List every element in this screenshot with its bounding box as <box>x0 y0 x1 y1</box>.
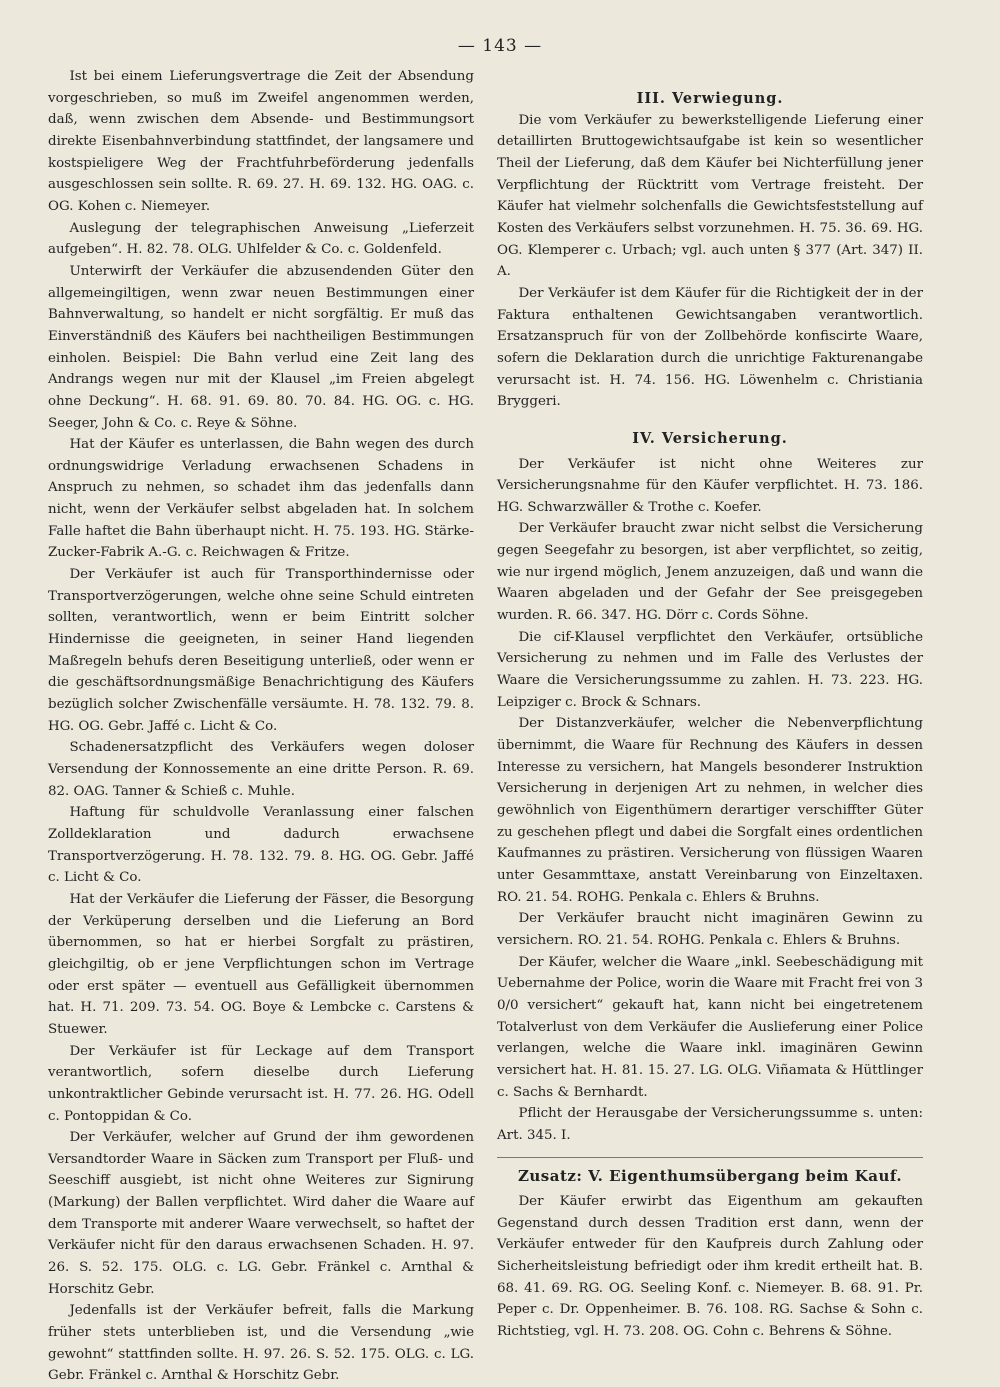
paragraph: Der Verkäufer ist dem Käufer für die Richtigkeit der in der Faktura enthaltenen Gewichtsangaben verantwortlich. Ersatzanspruch für von der Zollbehörde konfiscirte Waare, sofern die Deklaration durch die unrichtige Fakturenangabe verursacht ist. H. 74. 156. HG. Löwenhelm c. Christiania Bryggeri. <box>497 285 923 410</box>
paragraph: Pflicht der Herausgabe der Versicherungssumme s. unten: Art. 345. I. <box>497 1106 923 1143</box>
paragraph: Der Verkäufer ist für Leckage auf dem Transport verantwortlich, sofern dieselbe durch Lieferung unkontraktlicher Gebinde verursacht ist. H. 77. 26. HG. Odell c. Pontoppidan & Co. <box>48 1043 474 1124</box>
section-heading-zusatz: Zusatz: V. Eigenthumsübergang beim Kauf. <box>517 1166 903 1185</box>
paragraph: Der Distanzverkäufer, welcher die Nebenverpflichtung übernimmt, die Waare für Rechnung des Käufers in dessen Interesse zu versichern, hat Mangels besonderer Instruktion Versicherung in derjenigen Art zu nehmen, in welcher dies gewöhnlich von Eigenthümern derartiger verschiffter Güter zu geschehen pflegt und dabei die Sorgfalt eines ordentlichen Kaufmannes zu prästiren. Versicherung von flüssigen Waaren unter Gesammttaxe, anstatt Vereinbarung von Einzeltaxen. RO. 21. 54. ROHG. Penkala c. Ehlers & Bruhns. <box>497 716 923 905</box>
section-divider <box>497 1157 923 1158</box>
paragraph: Der Käufer erwirbt das Eigenthum am gekauften Gegenstand durch dessen Tradition erst dann, wenn der Verkäufer entweder für den Kaufpreis durch Zahlung oder Sicherheitsleistung befriedigt oder ihm kredit ertheilt hat. B. 68. 41. 69. RG. OG. Seeling Konf. c. Niemeyer. B. 68. 91. Pr. Peper c. Dr. Oppenheimer. B. 76. 108. RG. Sachse & Sohn c. Richtstieg, vgl. H. 73. 208. OG. Cohn c. Behrens & Söhne. <box>497 1194 923 1340</box>
paragraph: Der Verkäufer ist auch für Transporthindernisse oder Transportverzögerungen, welche ohne seine Schuld eintreten sollten, verantwortlich, wenn er beim Eintritt solcher Hindernisse die geeigneten, in seiner Hand liegenden Maßregeln behufs deren Beseitigung unterließ, oder wenn er die geschäftsordnungsmäßige Benachrichtigung des Käufers bezüglich solcher Zwischenfälle versäumte. H. 78. 132. 79. 8. HG. OG. Gebr. Jaffé c. Licht & Co. <box>48 567 474 734</box>
paragraph: Der Verkäufer braucht zwar nicht selbst die Versicherung gegen Seegefahr zu besorgen, ist aber verpflichtet, so zeitig, wie nur irgend möglich, Jenem anzuzeigen, daß und wann die Waaren abgeladen und der Gefahr der See preisgegeben wurden. R. 66. 347. HG. Dörr c. Cords Söhne. <box>497 521 923 624</box>
paragraph: Unterwirft der Verkäufer die abzusendenden Güter den allgemeingiltigen, wenn zwar neuen Bestimmungen einer Bahnverwaltung, so handelt er nicht sorgfältig. Er muß das Einverständniß des Käufers bei nachtheiligen Bestimmungen einholen. Beispiel: Die Bahn verlud eine Zeit lang des Andrangs wegen nur mit der Klausel „im Freien abgelegt ohne Deckung“. H. 68. 91. 69. 80. 70. 84. HG. OG. c. HG. Seeger, John & Co. c. Reye & Söhne. <box>48 263 474 431</box>
paragraph: Haftung für schuldvolle Veranlassung einer falschen Zolldeklaration und dadurch erwachsene Transportverzögerung. H. 78. 132. 79. 8. HG. OG. Gebr. Jaffé c. Licht & Co. <box>48 805 474 886</box>
right-column <box>497 88 923 1343</box>
paragraph: Die cif-Klausel verpflichtet den Verkäufer, ortsübliche Versicherung zu nehmen und im Falle des Verlustes der Waare die Versicherungssumme zu zahlen. H. 73. 223. HG. Leipziger c. Brock & Schnars. <box>497 629 923 710</box>
paragraph: Der Verkäufer, welcher auf Grund der ihm gewordenen Versandtorder Waare in Säcken zum Transport per Fluß- und Seeschiff ausgiebt, ist nicht ohne Weiteres zur Signirung (Markung) der Ballen verpflichtet. Wird daher die Waare auf dem Transporte mit anderer Waare verwechselt, so haftet der Verkäufer nicht für den daraus erwachsenen Schaden. H. 97. 26. S. 52. 175. OLG. c. LG. Gebr. Fränkel c. Arnthal & Horschitz Gebr. <box>48 1130 474 1297</box>
paragraph: Der Verkäufer braucht nicht imaginären Gewinn zu versichern. RO. 21. 54. ROHG. Penkala c. Ehlers & Bruhns. <box>497 911 923 948</box>
left-column <box>48 66 474 1387</box>
page-number: — 143 — <box>457 36 543 56</box>
paragraph: Auslegung der telegraphischen Anweisung „Lieferzeit aufgeben“. H. 82. 78. OLG. Uhlfelder & Co. c. Goldenfeld. <box>48 220 474 258</box>
paragraph: Die vom Verkäufer zu bewerkstelligende Lieferung einer detaillirten Bruttogewichtsaufgabe ist kein so wesentlicher Theil der Lieferung, daß dem Käufer bei Nichterfüllung jener Verpflichtung der Rücktritt vom Vertrage freisteht. Der Käufer hat vielmehr solchenfalls die Gewichtsfeststellung auf Kosten des Verkäufers selbst vorzunehmen. H. 75. 36. 69. HG. OG. Klemperer c. Urbach; vgl. auch unten § 377 (Art. 347) II. A. <box>497 112 923 280</box>
paragraph: Hat der Käufer es unterlassen, die Bahn wegen des durch ordnungswidrige Verladung erwachsenen Schadens in Anspruch zu nehmen, so schadet ihm das jedenfalls dann nicht, wenn der Verkäufer selbst abgeladen hat. In solchem Falle haftet die Bahn überhaupt nicht. H. 75. 193. HG. Stärke-Zucker-Fabrik A.-G. c. Reichwagen & Fritze. <box>48 437 474 561</box>
paragraph: Jedenfalls ist der Verkäufer befreit, falls die Markung früher stets unterblieben ist, und die Versendung „wie gewohnt“ stattfinden sollte. H. 97. 26. S. 52. 175. OLG. c. LG. Gebr. Fränkel c. Arnthal & Horschitz Gebr. <box>48 1303 474 1384</box>
section-heading-verwiegung: III. Verwiegung. <box>636 90 784 107</box>
paragraph: Hat der Verkäufer die Lieferung der Fässer, die Besorgung der Verküperung derselben und die Lieferung an Bord übernommen, so hat er hierbei Sorgfalt zu prästiren, gleichgiltig, ob er jene Verpflichtungen schon im Vertrage oder erst später — eventuell aus Gefälligkeit übernommen hat. H. 71. 209. 73. 54. OG. Boye & Lembcke c. Carstens & Stuewer. <box>48 891 474 1037</box>
section-heading-versicherung: IV. Versicherung. <box>632 429 788 447</box>
paragraph: Der Verkäufer ist nicht ohne Weiteres zur Versicherungsnahme für den Käufer verpflichtet. H. 73. 186. HG. Schwarzwäller & Trothe c. Koefer. <box>497 456 923 515</box>
paragraph: Schadenersatzpflicht des Verkäufers wegen doloser Versendung der Konnossemente an eine dritte Person. R. 69. 82. OAG. Tanner & Schieß c. Muhle. <box>48 740 474 799</box>
paragraph: Ist bei einem Lieferungsvertrage die Zeit der Absendung vorgeschrieben, so muß im Zweifel angenommen werden, daß, wenn zwischen dem Absende- und Bestimmungsort direkte Eisenbahnverbindung stattfindet, der langsamere und kostspieligere Weg der Frachtfuhrbeförderung jedenfalls ausgeschlossen sein sollte. R. 69. 27. H. 69. 132. HG. OAG. c. OG. Kohen c. Niemeyer. <box>48 69 474 214</box>
paragraph: Der Käufer, welcher die Waare „inkl. Seebeschädigung mit Uebernahme der Police, worin die Waare mit Fracht frei von 3 0/0 versichert“ gekauft hat, kann nicht bei eingetretenem Totalverlust von dem Verkäufer die Auslieferung einer Police verlangen, welche die Waare inkl. imaginären Gewinn versichert hat. H. 81. 15. 27. LG. OLG. Viñamata & Hüttlinger c. Sachs & Bernhardt. <box>497 954 923 1100</box>
